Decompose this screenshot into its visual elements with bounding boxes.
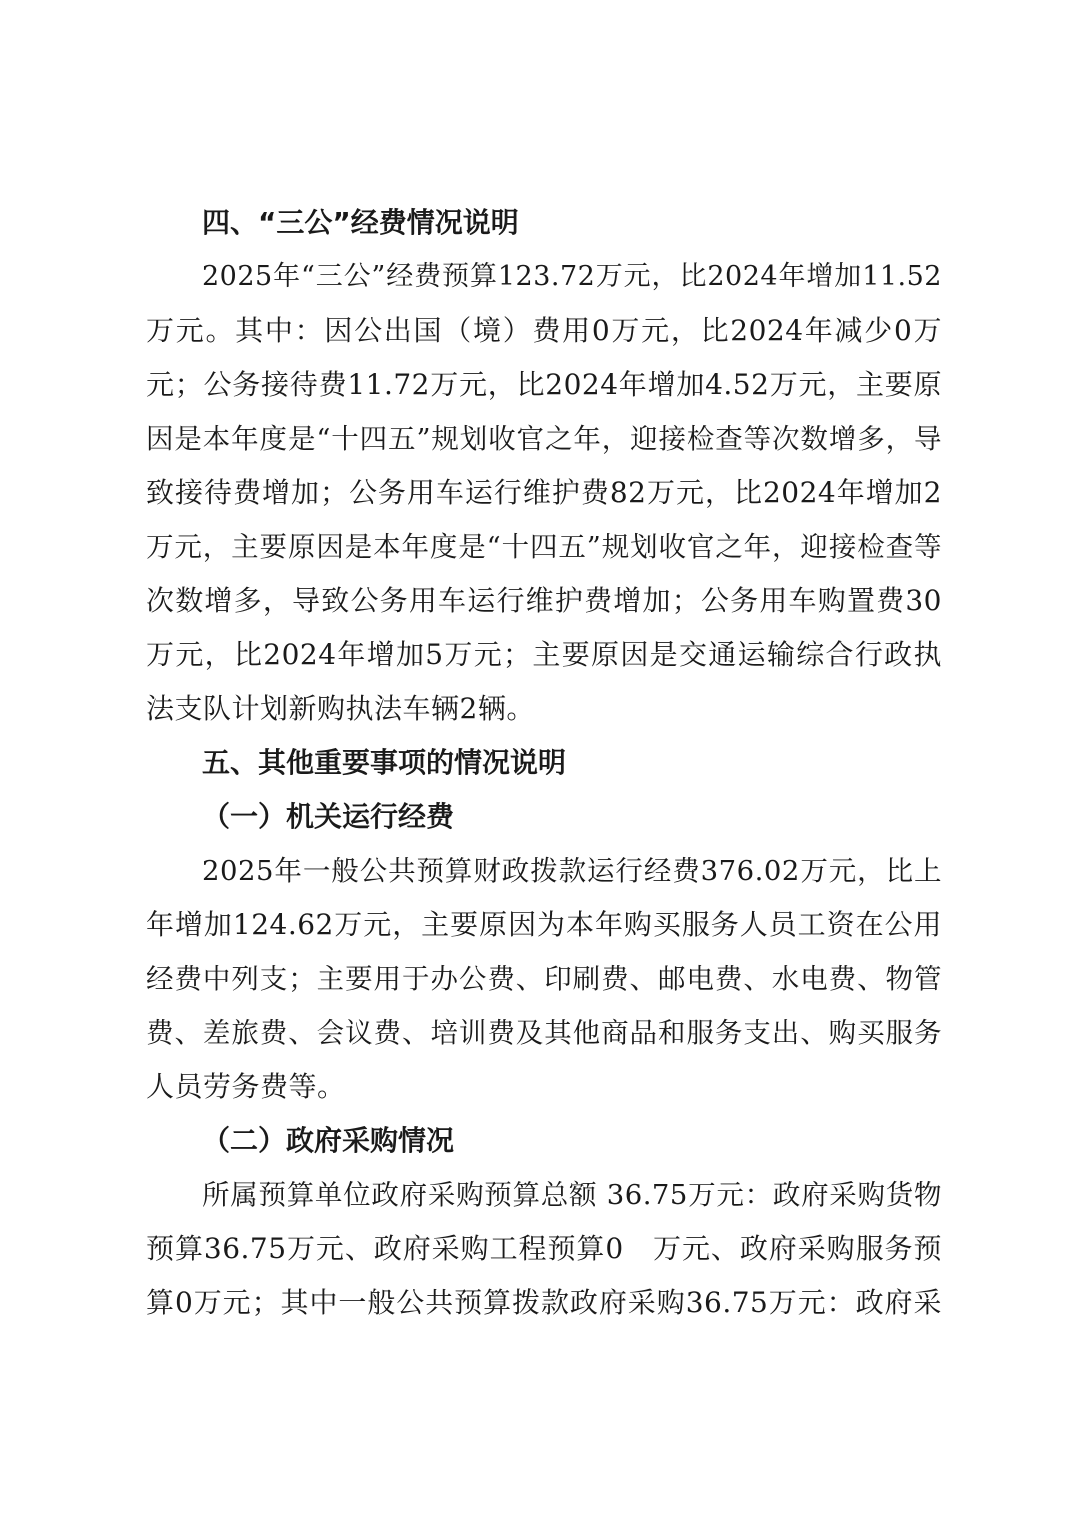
paragraph-line: 所属预算单位政府采购预算总额 36.75万元：政府采购货物 <box>202 1179 942 1211</box>
paragraph-line: 因是本年度是“十四五”规划收官之年，迎接检查等次数增多，导 <box>146 423 942 455</box>
paragraph-line: 2025年一般公共预算财政拨款运行经费376.02万元，比上 <box>202 855 942 887</box>
paragraph-line: 法支队计划新购执法车辆2辆。 <box>146 692 535 725</box>
section-heading-other-matters: 五、其他重要事项的情况说明 <box>202 746 567 779</box>
paragraph-line: 2025年“三公”经费预算123.72万元，比2024年增加11.52 <box>202 261 942 292</box>
paragraph-line: 致接待费增加；公务用车运行维护费82万元，比2024年增加2 <box>146 476 942 509</box>
subsection-title-procurement: （二）政府采购情况 <box>202 1124 455 1157</box>
subsection-title-operating-costs: （一）机关运行经费 <box>202 800 455 833</box>
paragraph-line: 万元。其中：因公出国（境）费用0万元，比2024年减少0万 <box>146 314 942 347</box>
paragraph-line: 年增加124.62万元，主要原因为本年购买服务人员工资在公用 <box>146 908 942 941</box>
paragraph-operating-costs <box>146 844 942 1114</box>
paragraph-line: 万元，主要原因是本年度是“十四五”规划收官之年，迎接检查等 <box>146 531 942 563</box>
paragraph-line: 费、差旅费、会议费、培训费及其他商品和服务支出、购买服务 <box>146 1017 942 1049</box>
paragraph-line: 经费中列支；主要用于办公费、印刷费、邮电费、水电费、物管 <box>146 963 942 995</box>
paragraph-line: 万元，比2024年增加5万元；主要原因是交通运输综合行政执 <box>146 638 942 671</box>
paragraph-line: 人员劳务费等。 <box>146 1070 346 1103</box>
paragraph-procurement <box>146 1168 942 1330</box>
paragraph-sangong-expenses <box>146 250 942 736</box>
paragraph-line: 预算36.75万元、政府采购工程预算0 万元、政府采购服务预 <box>146 1232 942 1265</box>
paragraph-line: 元；公务接待费11.72万元，比2024年增加4.52万元，主要原 <box>146 368 942 401</box>
document-body <box>146 196 942 1330</box>
paragraph-line: 次数增多，导致公务用车运行维护费增加；公务用车购置费30 <box>146 584 942 617</box>
section-heading-sangong: 四、“三公”经费情况说明 <box>202 206 519 239</box>
paragraph-line: 算0万元；其中一般公共预算拨款政府采购36.75万元：政府采 <box>146 1286 942 1319</box>
